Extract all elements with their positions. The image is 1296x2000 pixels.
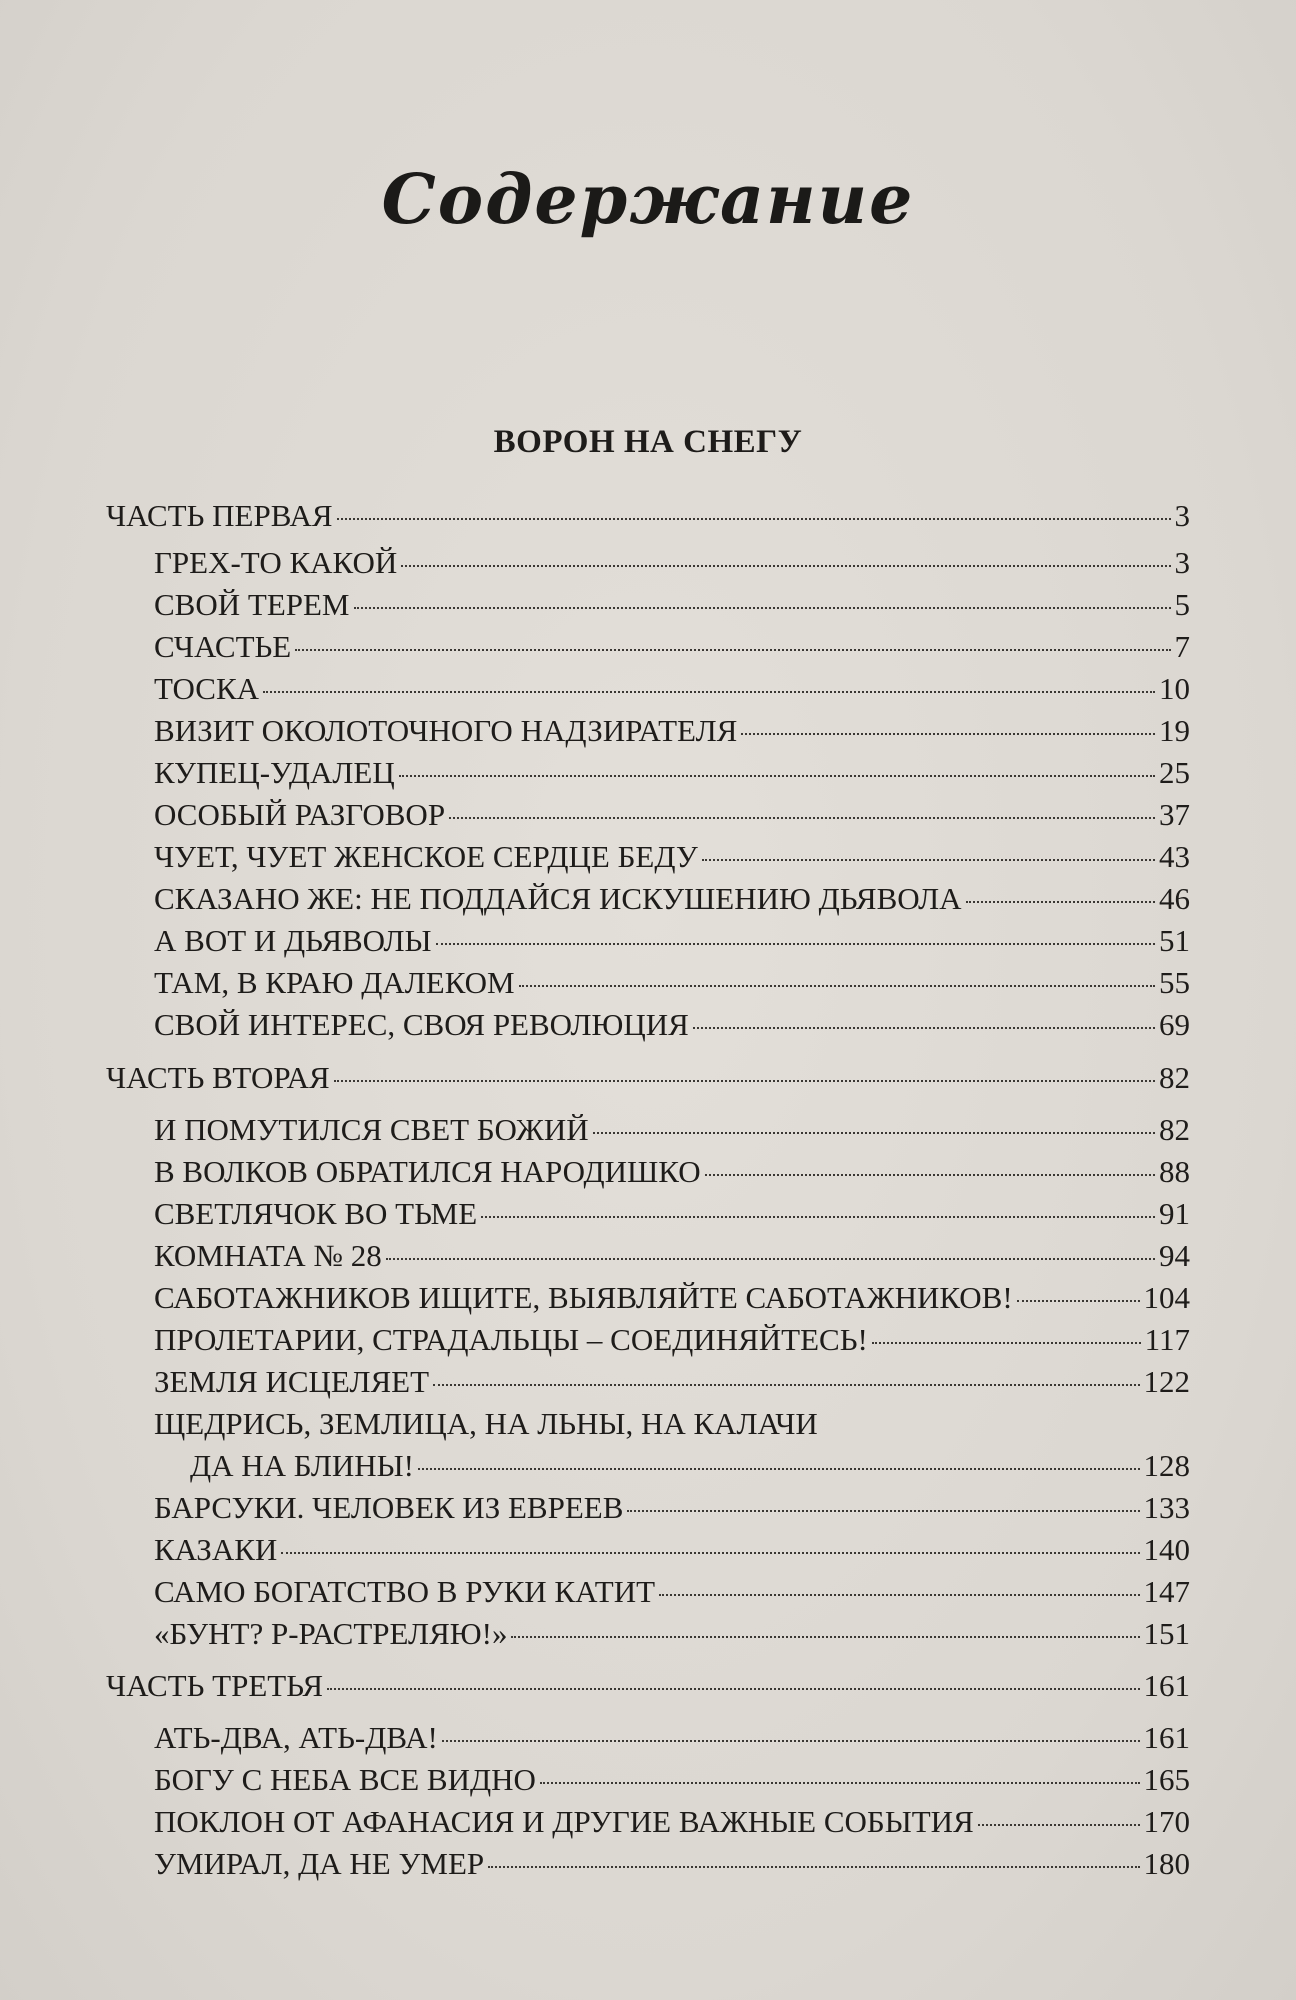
contents-heading: Содержание	[381, 160, 915, 240]
leader-dots	[337, 518, 1171, 520]
toc-part-1	[106, 496, 1190, 536]
toc-chapter	[154, 1152, 1190, 1192]
toc-label: АТЬ-ДВА, АТЬ-ДВА!	[154, 1720, 438, 1755]
toc-page-number: 7	[1174, 629, 1190, 664]
toc-page-number: 91	[1159, 1196, 1190, 1231]
toc-chapter	[154, 1278, 1190, 1318]
toc-label: СКАЗАНО ЖЕ: НЕ ПОДДАЙСЯ ИСКУШЕНИЮ ДЬЯВОЛА	[154, 881, 962, 916]
toc-label: ТАМ, В КРАЮ ДАЛЕКОМ	[154, 965, 515, 1000]
toc-page-number: 69	[1159, 1007, 1190, 1042]
toc-part-3	[106, 1666, 1190, 1706]
toc-chapter	[154, 1718, 1190, 1758]
toc-chapter	[154, 585, 1190, 625]
toc-label: ДА НА БЛИНЫ!	[190, 1448, 414, 1483]
toc-chapter	[154, 1320, 1190, 1360]
toc-page-number: 180	[1143, 1846, 1190, 1881]
toc-label: ВИЗИТ ОКОЛОТОЧНОГО НАДЗИРАТЕЛЯ	[154, 713, 738, 748]
toc-label: ГРЕХ-ТО КАКОЙ	[154, 545, 398, 580]
toc-label: САМО БОГАТСТВО В РУКИ КАТИТ	[154, 1574, 656, 1609]
leader-dots	[281, 1552, 1139, 1554]
toc-chapter	[154, 1110, 1190, 1150]
toc-label: КУПЕЦ-УДАЛЕЦ	[154, 755, 395, 790]
leader-dots	[511, 1636, 1139, 1638]
toc-chapter-line2	[190, 1446, 1190, 1486]
toc-label: СВЕТЛЯЧОК ВО ТЬМЕ	[154, 1196, 478, 1231]
toc-page-number: 82	[1159, 1060, 1190, 1095]
toc-chapter	[154, 669, 1190, 709]
toc-chapter	[154, 1194, 1190, 1234]
toc-chapter	[154, 543, 1190, 583]
leader-dots	[705, 1174, 1155, 1176]
toc-label: ПОКЛОН ОТ АФАНАСИЯ И ДРУГИЕ ВАЖНЫЕ СОБЫТИЯ	[154, 1804, 974, 1839]
toc-chapter	[154, 1760, 1190, 1800]
toc-label: ОСОБЫЙ РАЗГОВОР	[154, 797, 446, 832]
toc-label: А ВОТ И ДЬЯВОЛЫ	[154, 923, 432, 958]
toc-label: САБОТАЖНИКОВ ИЩИТЕ, ВЫЯВЛЯЙТЕ САБОТАЖНИКОВ!	[154, 1280, 1013, 1315]
toc-label: КОМНАТА № 28	[154, 1238, 382, 1273]
toc-label: ЧАСТЬ ВТОРАЯ	[106, 1060, 330, 1095]
toc-label: ЗЕМЛЯ ИСЦЕЛЯЕТ	[154, 1364, 430, 1399]
toc-page-number: 151	[1143, 1616, 1190, 1651]
toc-label: БОГУ С НЕБА ВСЕ ВИДНО	[154, 1762, 536, 1797]
toc-page-number: 55	[1159, 965, 1190, 1000]
toc-chapter	[154, 1844, 1190, 1884]
leader-dots	[327, 1688, 1139, 1690]
leader-dots	[401, 565, 1170, 567]
toc-label: УМИРАЛ, ДА НЕ УМЕР	[154, 1846, 485, 1881]
toc-page-number: 94	[1159, 1238, 1190, 1273]
leader-dots	[741, 733, 1155, 735]
toc-label: ТОСКА	[154, 671, 260, 706]
toc-page-number: 147	[1143, 1574, 1190, 1609]
toc-page-number: 19	[1159, 713, 1190, 748]
toc-page-number: 3	[1174, 545, 1190, 580]
toc-label: ЧАСТЬ ТРЕТЬЯ	[106, 1668, 324, 1703]
toc-page-number: 51	[1159, 923, 1190, 958]
toc-page-number: 46	[1159, 881, 1190, 916]
toc-chapter	[154, 753, 1190, 793]
toc-label: В ВОЛКОВ ОБРАТИЛСЯ НАРОДИШКО	[154, 1154, 701, 1189]
toc-part-2	[106, 1058, 1190, 1098]
toc-label: СЧАСТЬЕ	[154, 629, 292, 664]
toc-page-number: 82	[1159, 1112, 1190, 1147]
toc-page-number: 122	[1143, 1364, 1190, 1399]
leader-dots	[418, 1468, 1140, 1470]
toc-chapter	[154, 795, 1190, 835]
leader-dots	[872, 1342, 1141, 1344]
toc-chapter	[154, 1530, 1190, 1570]
toc-chapter	[154, 1362, 1190, 1402]
leader-dots	[354, 607, 1171, 609]
toc-page-number: 161	[1143, 1668, 1190, 1703]
toc-chapter	[154, 921, 1190, 961]
leader-dots	[449, 817, 1155, 819]
toc-page-number: 88	[1159, 1154, 1190, 1189]
toc-label: И ПОМУТИЛСЯ СВЕТ БОЖИЙ	[154, 1112, 589, 1147]
toc-label: СВОЙ ТЕРЕМ	[154, 587, 350, 622]
toc-chapter	[154, 963, 1190, 1003]
toc-label: «БУНТ? Р-РАСТРЕЛЯЮ!»	[154, 1616, 508, 1651]
toc-page-number: 140	[1143, 1532, 1190, 1567]
book-title: ВОРОН НА СНЕГУ	[493, 424, 803, 460]
toc-page-number: 133	[1143, 1490, 1190, 1525]
toc-label: БАРСУКИ. ЧЕЛОВЕК ИЗ ЕВРЕЕВ	[154, 1490, 624, 1525]
toc-chapter	[154, 627, 1190, 667]
toc-label: СВОЙ ИНТЕРЕС, СВОЯ РЕВОЛЮЦИЯ	[154, 1007, 689, 1042]
toc-chapter	[154, 1005, 1190, 1045]
leader-dots	[433, 1384, 1139, 1386]
toc-page-number: 3	[1174, 498, 1190, 533]
leader-dots	[540, 1782, 1140, 1784]
toc-chapter-line1: ЩЕДРИСЬ, ЗЕМЛИЦА, НА ЛЬНЫ, НА КАЛАЧИ	[154, 1406, 818, 1441]
toc-page-number: 117	[1144, 1322, 1190, 1357]
toc-page-number: 104	[1143, 1280, 1190, 1315]
leader-dots	[702, 859, 1155, 861]
leader-dots	[399, 775, 1155, 777]
toc-page-number: 25	[1159, 755, 1190, 790]
toc-label: ПРОЛЕТАРИИ, СТРАДАЛЬЦЫ – СОЕДИНЯЙТЕСЬ!	[154, 1322, 868, 1357]
toc-page-number: 165	[1143, 1762, 1190, 1797]
leader-dots	[295, 649, 1170, 651]
leader-dots	[436, 943, 1155, 945]
leader-dots	[442, 1740, 1140, 1742]
leader-dots	[966, 901, 1155, 903]
leader-dots	[978, 1824, 1140, 1826]
toc-label: КАЗАКИ	[154, 1532, 278, 1567]
leader-dots	[263, 691, 1155, 693]
toc-page-number: 10	[1159, 671, 1190, 706]
leader-dots	[1017, 1300, 1140, 1302]
toc-chapter	[154, 711, 1190, 751]
leader-dots	[627, 1510, 1139, 1512]
toc-chapter	[154, 1488, 1190, 1528]
leader-dots	[334, 1080, 1155, 1082]
toc-chapter	[154, 837, 1190, 877]
leader-dots	[593, 1132, 1155, 1134]
toc-page-number: 161	[1143, 1720, 1190, 1755]
toc-page-number: 5	[1174, 587, 1190, 622]
toc-page-number: 170	[1143, 1804, 1190, 1839]
toc-label: ЧАСТЬ ПЕРВАЯ	[106, 498, 333, 533]
leader-dots	[519, 985, 1155, 987]
toc-chapter	[154, 1614, 1190, 1654]
toc-chapter	[154, 1802, 1190, 1842]
leader-dots	[693, 1027, 1155, 1029]
leader-dots	[481, 1216, 1155, 1218]
toc-page-number: 37	[1159, 797, 1190, 832]
toc-page-number: 43	[1159, 839, 1190, 874]
leader-dots	[659, 1594, 1139, 1596]
leader-dots	[488, 1866, 1139, 1868]
toc-page-number: 128	[1143, 1448, 1190, 1483]
toc-label: ЧУЕТ, ЧУЕТ ЖЕНСКОЕ СЕРДЦЕ БЕДУ	[154, 839, 698, 874]
toc-chapter	[154, 1236, 1190, 1276]
toc-chapter	[154, 1572, 1190, 1612]
leader-dots	[386, 1258, 1155, 1260]
toc-chapter	[154, 879, 1190, 919]
